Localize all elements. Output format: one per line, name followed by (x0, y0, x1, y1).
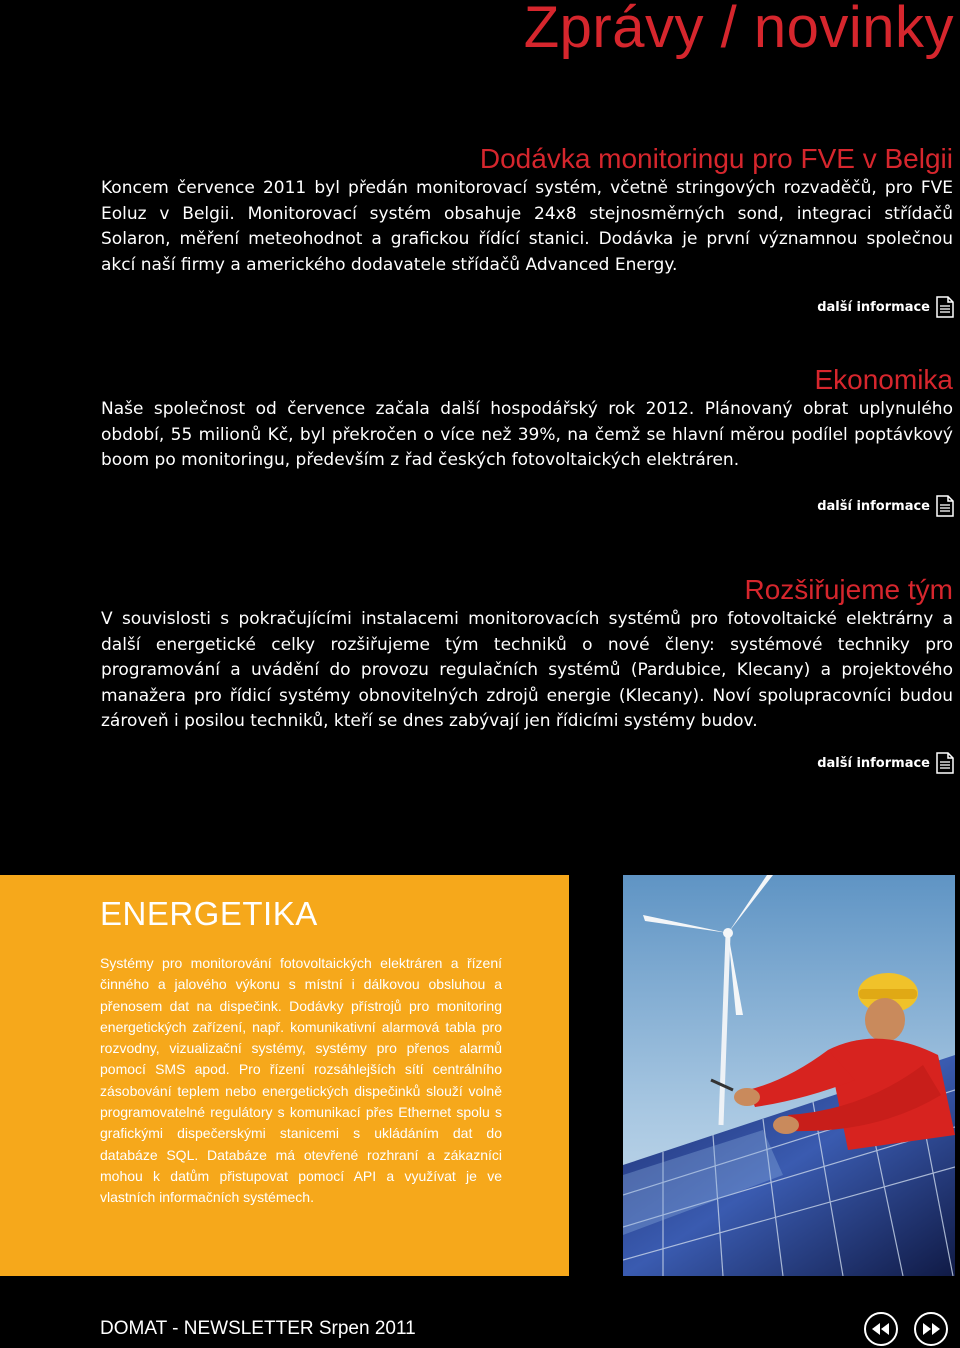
article-heading: Ekonomika (814, 364, 953, 395)
article-body: Naše společnost od července začala další hospodářský rok 2012. Plánovaný obrat uplynulého období, 55 milionů Kč, byl překročen o více než 39%, na čemž se hlavní měrou podílel poptávkový boom po monitoringu, především z řad českých fotovoltaických elektráren. (101, 399, 953, 470)
article-body: V souvislosti s pokračujícími instalacemi monitorovacích systémů pro fotovoltaické elektrárny a další energetické celky rozšiřujeme tým techniků o nové členy: systémové techniky pro programování a uvádění do provozu regulačních systémů (Pardubice, Klecany) a projektového manažera pro řídicí systémy obnovitelných zdrojů energie (Klecany). Noví spolupracovníci budou zároveň i posilou techniků, kteří se dnes zabývají jen řídicími systémy budov. (101, 609, 953, 731)
more-info-link[interactable] (817, 495, 954, 517)
document-icon (936, 752, 954, 774)
article-fve-belgium (101, 144, 953, 278)
more-info-label: další informace (817, 299, 930, 315)
more-info-link[interactable] (817, 296, 954, 318)
article-team (101, 575, 953, 735)
article-heading: Rozšiřujeme tým (744, 574, 953, 605)
footer-newsletter-title: DOMAT - NEWSLETTER Srpen 2011 (100, 1318, 416, 1339)
energetika-box (0, 875, 569, 1276)
article-body: Koncem července 2011 byl předán monitorovací systém, včetně stringových rozvaděčů, pro FVE Eoluz v Belgii. Monitorovací systém obsahuje 24x8 stejnosměrných sond, integraci střídačů Solaron, měření meteohodnot a grafickou řídící stanici. Dodávka je první významnou společnou akcí naší firmy a amerického dodavatele střídačů Advanced Energy. (101, 178, 953, 275)
previous-page-button[interactable] (864, 1312, 898, 1346)
more-info-label: další informace (817, 498, 930, 514)
rewind-icon (871, 1322, 891, 1336)
document-icon (936, 495, 954, 517)
fast-forward-icon (921, 1322, 941, 1336)
next-page-button[interactable] (914, 1312, 948, 1346)
document-icon (936, 296, 954, 318)
energetika-body: Systémy pro monitorování fotovoltaických elektráren a řízení činného a jalového výkonu s místní i dálkovou obsluhou a přenosem dat na dispečink. Dodávky přístrojů pro monitoring energetických zařízení, např. komunikativní alarmová tabla pro rozvodny, vizualizační systémy, systémy pro přenos alarmů pomocí SMS apod. Pro řízení rozsáhlejších sítí centrálního zásobování teplem nebo energetických dispečinků slouží volně programovatelné regulátory s komunikací přes Ethernet spolu s grafickými dispečerskými stanicemi s ukládáním dat do databáze SQL. Databáze má otevřené rozhraní a zákazníci mohou k datům přistupovat pomocí API a využívat je ve vlastních informačních systémech. (100, 955, 502, 1206)
more-info-label: další informace (817, 755, 930, 771)
solar-technician-photo (623, 875, 955, 1276)
more-info-link[interactable] (817, 752, 954, 774)
page-title: Zprávy / novinky (523, 0, 954, 60)
article-heading: Dodávka monitoringu pro FVE v Belgii (479, 143, 953, 174)
article-economy (101, 365, 953, 474)
energetika-title: ENERGETIKA (100, 895, 318, 932)
